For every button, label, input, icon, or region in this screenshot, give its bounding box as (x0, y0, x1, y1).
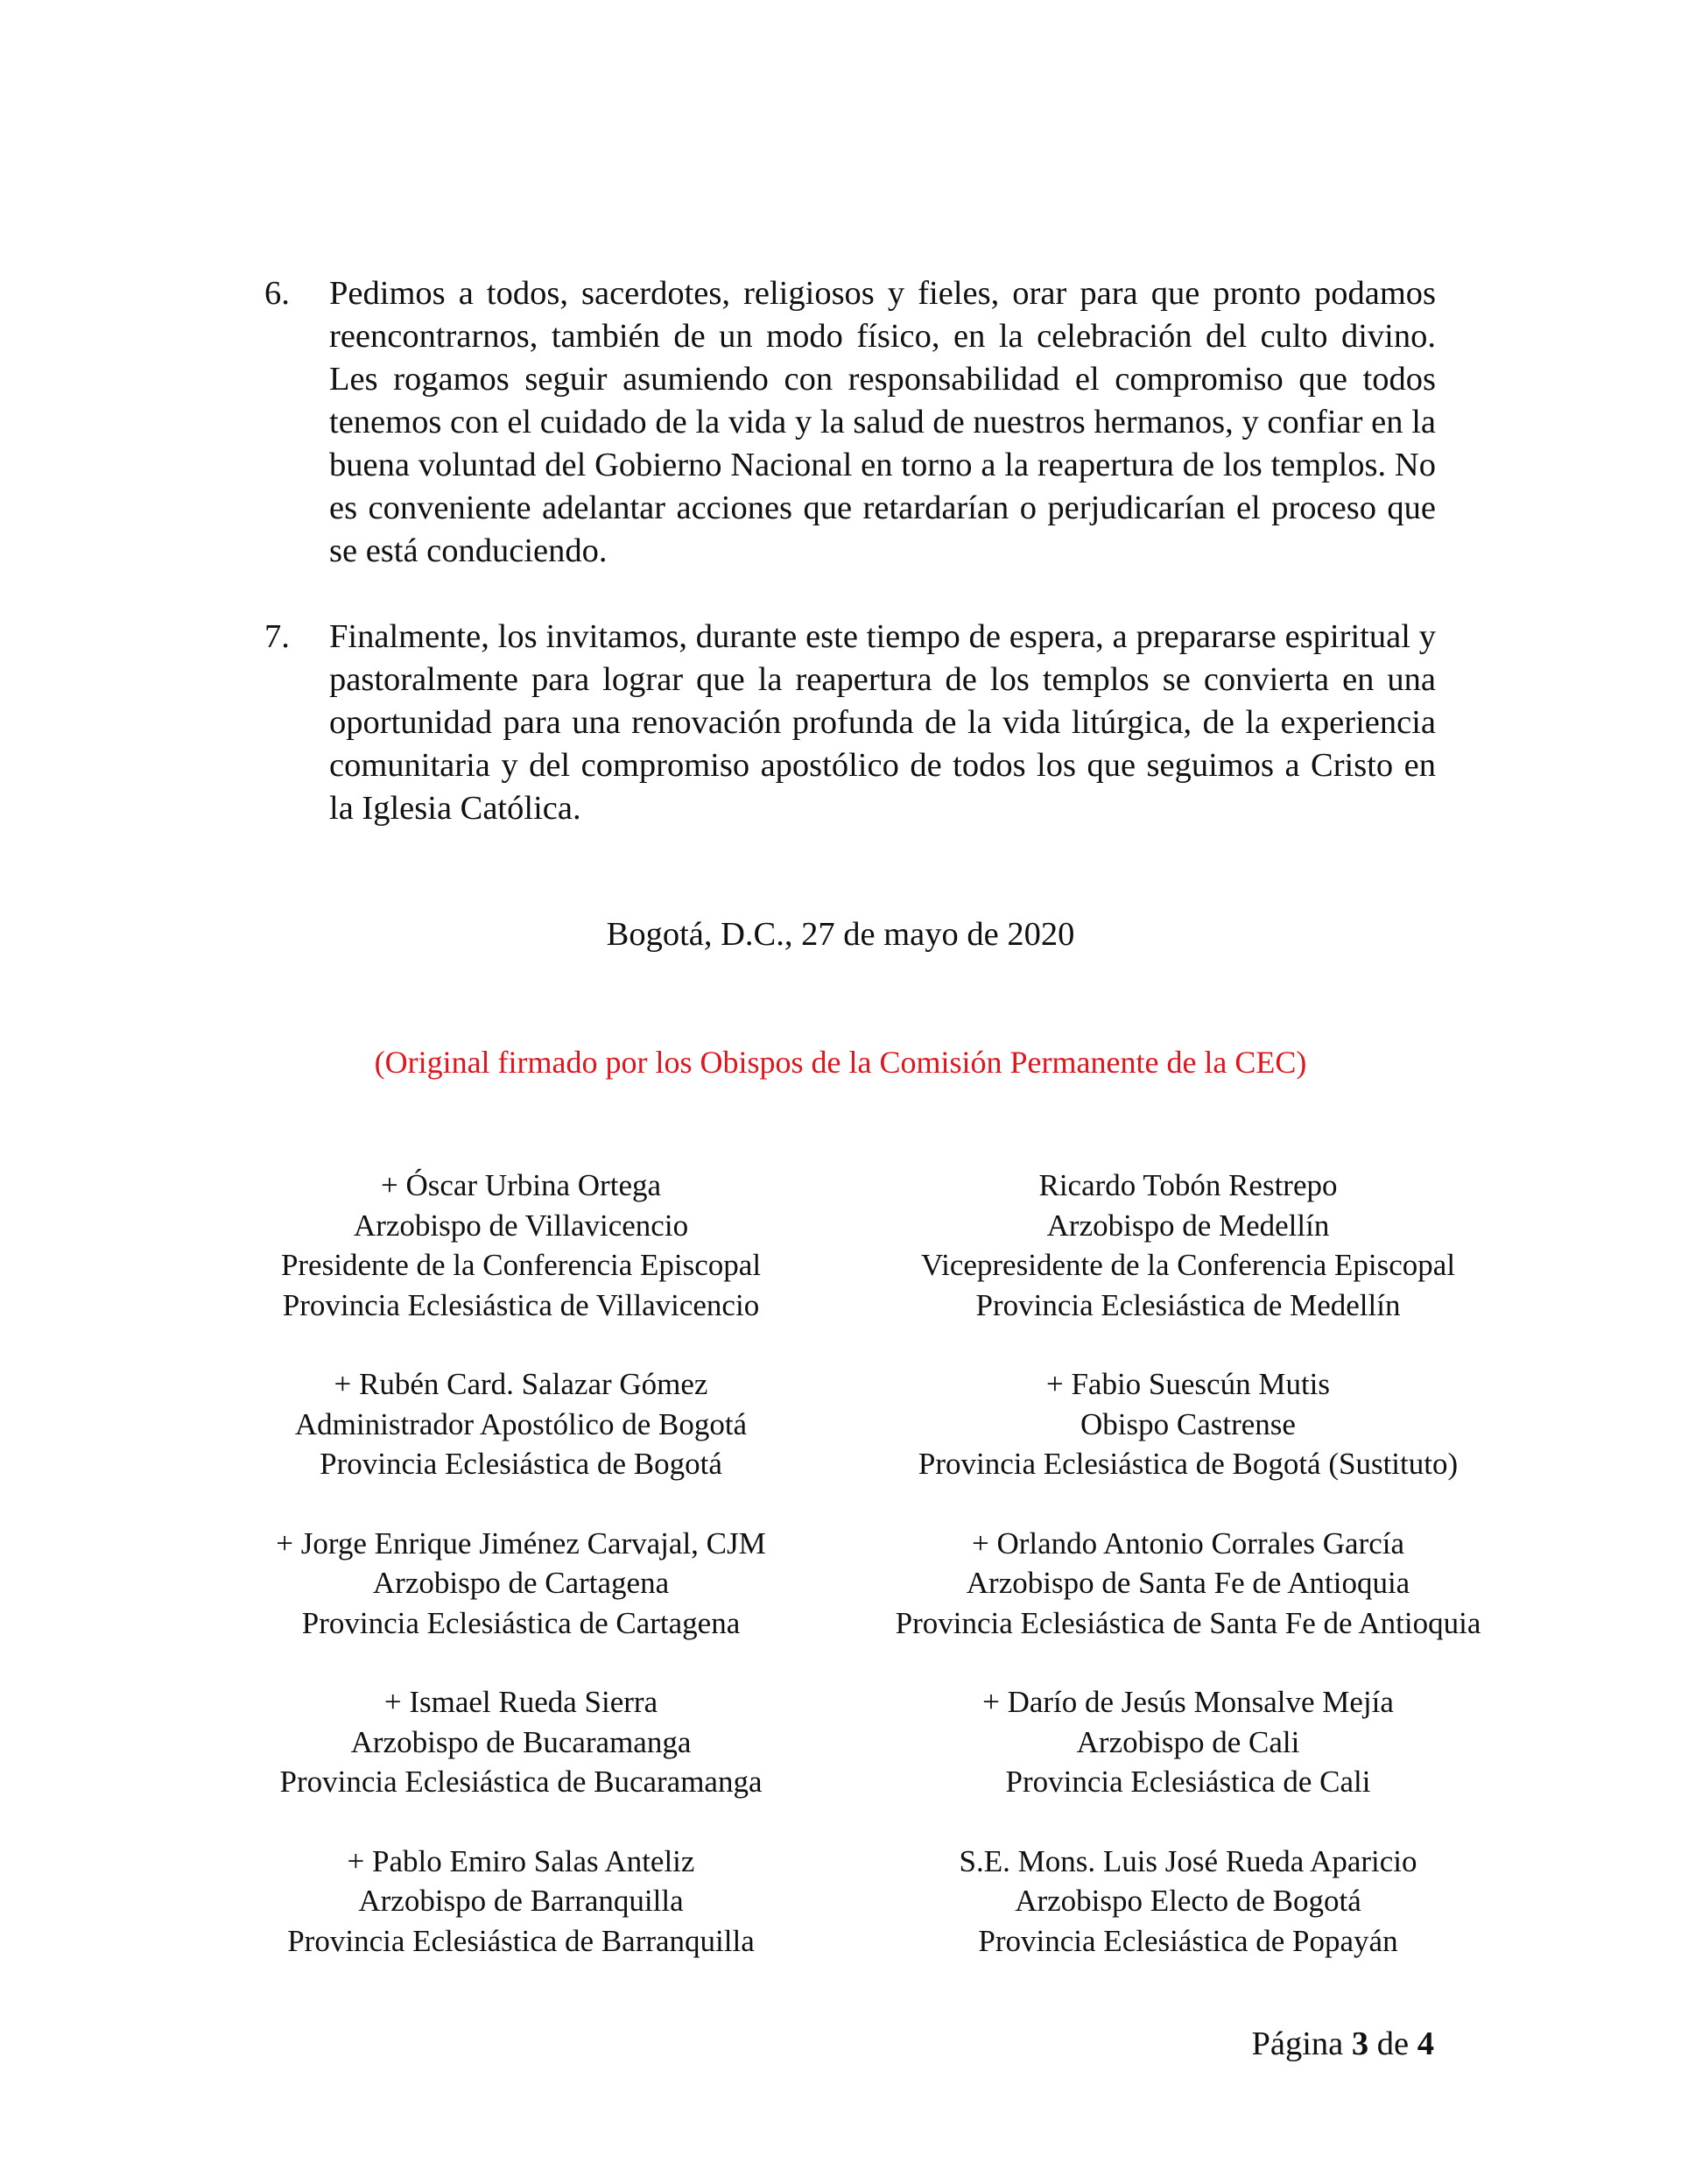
signatory-title: Arzobispo de Cartagena (372, 1566, 670, 1600)
signatory-role: Vicepresidente de la Conferencia Episcopal (920, 1248, 1456, 1282)
signatory-title: Arzobispo de Medellín (1046, 1208, 1330, 1243)
paragraph-number: 6. (264, 275, 290, 312)
date-line: Bogotá, D.C., 27 de mayo de 2020 (606, 916, 1075, 953)
signature-block (855, 1524, 1521, 1644)
page-current: 3 (1351, 2025, 1369, 2062)
signatory-name: S.E. Mons. Luis José Rueda Aparicio (959, 1843, 1417, 1878)
signatory-province: Provincia Eclesiástica de Medellín (975, 1287, 1401, 1322)
paragraph-text: Finalmente, los invitamos, durante este tiempo de espera, a prepararse espiritual y pastoralmente para lograr que la reapertura de los templos se convierta en una oportunidad para una renovación profunda de la vida litúrgica, de la experiencia comunitaria y del compromiso apostólico de todos los que seguimos a Cristo en la Iglesia Católica. (329, 618, 1436, 827)
signatory-province: Provincia Eclesiástica de Cartagena (301, 1605, 741, 1640)
signatory-title: Arzobispo de Santa Fe de Antioquia (966, 1566, 1410, 1600)
signatory-province: Provincia Eclesiástica de Barranquilla (287, 1923, 755, 1958)
signature-block (855, 1842, 1521, 1962)
signature-block (188, 1364, 854, 1484)
signatory-title: Administrador Apostólico de Bogotá (294, 1406, 748, 1441)
signatory-name: Ricardo Tobón Restrepo (1038, 1168, 1338, 1202)
signatory-province: Provincia Eclesiástica de Santa Fe de Antioquia (895, 1605, 1481, 1640)
signatory-name: + Pablo Emiro Salas Anteliz (347, 1843, 695, 1878)
signatory-name: + Orlando Antonio Corrales García (971, 1525, 1405, 1561)
of-word: de (1376, 2025, 1410, 2062)
signatory-province: Provincia Eclesiástica de Bogotá (Sustituto) (918, 1447, 1459, 1481)
signatory-name: + Fabio Suescún Mutis (1045, 1367, 1331, 1401)
page-total: 4 (1417, 2025, 1434, 2062)
signatory-province: Provincia Eclesiástica de Cali (1005, 1765, 1371, 1799)
signatory-name: + Ismael Rueda Sierra (383, 1685, 658, 1719)
signature-block (855, 1682, 1521, 1802)
signatory-province: Provincia Eclesiástica de Bogotá (320, 1447, 722, 1481)
signature-block (188, 1166, 854, 1325)
page-word: Página (1251, 2025, 1344, 2062)
numbered-paragraph-7 (264, 616, 1436, 830)
signatory-role: Presidente de la Conferencia Episcopal (280, 1248, 762, 1282)
signature-block (855, 1364, 1521, 1484)
signature-block (855, 1166, 1521, 1325)
signatory-title: Obispo Castrense (1080, 1406, 1296, 1441)
signature-block (188, 1842, 854, 1962)
paragraph-text: Pedimos a todos, sacerdotes, religiosos y fieles, orar para que pronto podamos reencontrarnos, también de un modo físico, en la celebración del culto divino. Les rogamos seguir asumiendo con responsabilidad el compromiso que todos tenemos con el cuidado de la vida y la salud de nuestros hermanos, y confiar en la buena voluntad del Gobierno Nacional en torno a la reapertura de los templos. No es conveniente adelantar acciones que retardarían o perjudicarían el proceso que se está conduciendo. (329, 275, 1436, 569)
signature-block (188, 1682, 854, 1802)
paragraph-number: 7. (264, 618, 290, 655)
numbered-paragraph-6 (264, 272, 1436, 573)
signatories-left-column (188, 1166, 854, 2000)
signatory-name: + Rubén Card. Salazar Gómez (334, 1367, 708, 1401)
signatory-province: Provincia Eclesiástica de Bucaramanga (279, 1765, 763, 1799)
signatory-name: + Jorge Enrique Jiménez Carvajal, CJM (276, 1525, 766, 1561)
signatory-title: Arzobispo Electo de Bogotá (1015, 1884, 1361, 1918)
signatory-title: Arzobispo de Bucaramanga (350, 1724, 692, 1759)
signed-note: (Original firmado por los Obispos de la Comisión Permanente de la CEC) (374, 1045, 1307, 1080)
signature-block (188, 1524, 854, 1644)
signatories-right-column (855, 1166, 1521, 2000)
signatory-title: Arzobispo de Cali (1076, 1724, 1300, 1759)
signatory-name: + Óscar Urbina Ortega (380, 1168, 662, 1202)
page-number-footer (1138, 2023, 1434, 2066)
signatory-title: Arzobispo de Villavicencio (353, 1208, 689, 1243)
signatory-title: Arzobispo de Barranquilla (358, 1884, 684, 1918)
signatory-province: Provincia Eclesiástica de Popayán (978, 1923, 1398, 1958)
signatory-province: Provincia Eclesiástica de Villavicencio (282, 1287, 760, 1322)
signatory-name: + Darío de Jesús Monsalve Mejía (982, 1685, 1394, 1719)
